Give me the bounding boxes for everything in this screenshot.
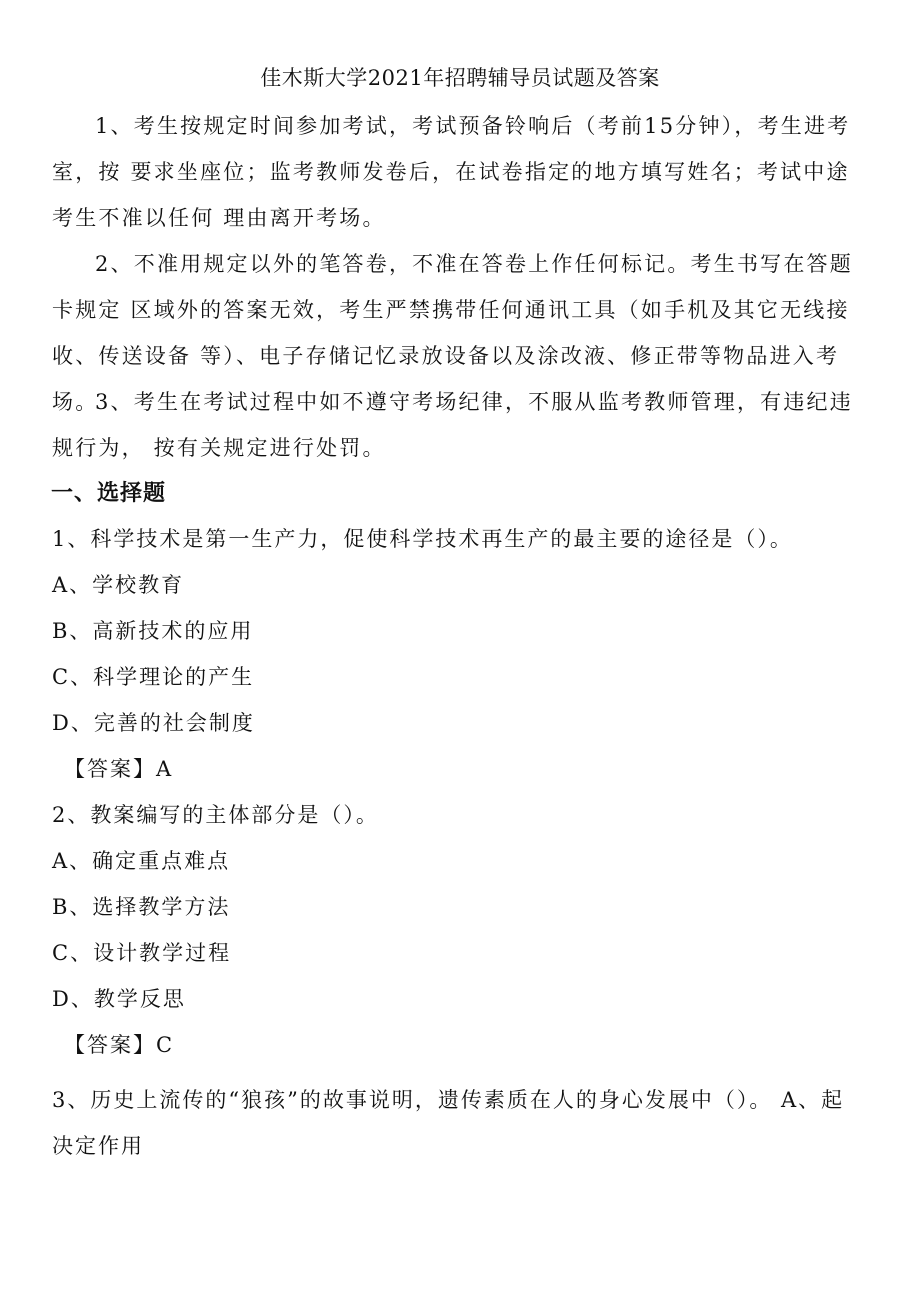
document-title: 佳木斯大学2021年招聘辅导员试题及答案 [260,66,660,90]
exam-notice-1: 1、考生按规定时间参加考试，考试预备铃响后（考前15分钟），考生进考室，按 要求坐座位；监考教师发卷后，在试卷指定的地方填写姓名；考试中途考生不准以任何 理由离开考场。 [52,114,851,230]
question-3-stem: 3、历史上流传的“狼孩”的故事说明，遗传素质在人的身心发展中（）。 A、起决定作用 [52,1088,845,1158]
question-1-stem: 1、科学技术是第一生产力，促使科学技术再生产的最主要的途径是（）。 [52,527,793,551]
question-2-option-b: B、选择教学方法 [52,895,231,919]
question-1-option-c: C、科学理论的产生 [52,665,255,689]
question-1-option-d: D、完善的社会制度 [52,711,255,735]
question-2-answer: 【答案】C [64,1033,175,1057]
question-2-option-a: A、确定重点难点 [52,849,231,873]
section-heading: 一、选择题 [51,481,167,506]
question-1-option-a: A、学校教育 [52,573,185,597]
question-2-option-c: C、设计教学过程 [52,941,232,965]
exam-notice-3: 3、考生在考试过程中如不遵守考场纪律，不服从监考教师管理，有违纪违规行为， 按有关规定进行处罚。 [52,390,853,460]
question-2-option-d: D、教学反思 [52,987,186,1011]
question-1-option-b: B、高新技术的应用 [52,619,254,643]
question-2-stem: 2、教案编写的主体部分是（）。 [52,803,379,827]
question-1-answer: 【答案】A [64,757,174,781]
exam-notice-2: 2、不准用规定以外的笔答卷，不准在答卷上作任何标记。考生书写在答题卡规定 区域外的答案无效，考生严禁携带任何通讯工具（如手机及其它无线接收、传送设备 等）、电子存储记忆录放设备以及涂改液、修正带等物品进入考场。 [52,252,853,414]
